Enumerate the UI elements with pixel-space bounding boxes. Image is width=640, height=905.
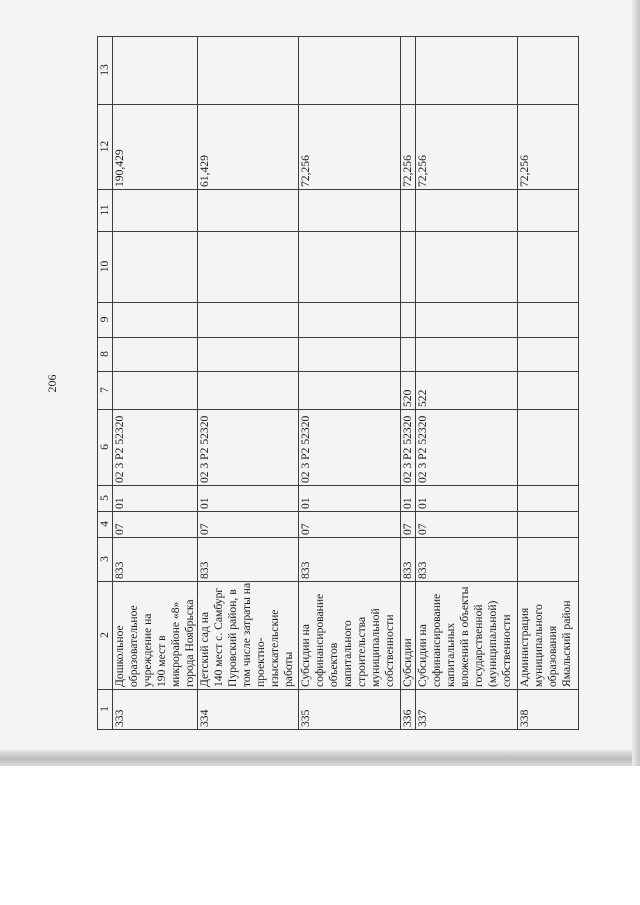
table-cell-col-11 [198,190,299,232]
table-cell-col-11 [518,190,579,232]
table-cell-col-13 [416,37,518,105]
table-cell-col-13 [518,37,579,105]
table-cell-col-13 [113,37,198,105]
header-row [98,37,113,730]
expense-type-cell [299,372,401,410]
department-code-cell: 833 [416,538,518,582]
name-cell: Субсидии на софинансирование объектов капитального строительства муниципальной собственности [299,582,401,690]
table-cell-col-10 [416,232,518,303]
table-cell-col-9 [416,303,518,338]
table-cell-col-13 [299,37,401,105]
subsection-code-cell: 01 [416,486,518,512]
row-number-cell: 335 [299,690,401,730]
target-article-cell: 02 3 Р2 52320 [416,410,518,486]
subsection-code-cell [518,486,579,512]
table-cell-col-11 [401,190,416,232]
scanner-edge-shadow-right [632,0,640,766]
amount-cell: 72,256 [416,105,518,190]
row-number-cell: 334 [198,690,299,730]
row-number-cell: 333 [113,690,198,730]
section-code-cell: 07 [299,512,401,538]
section-code-cell: 07 [198,512,299,538]
table-cell-col-9 [198,303,299,338]
target-article-cell: 02 3 Р2 52320 [198,410,299,486]
table-cell-col-10 [113,232,198,303]
row-number-cell: 337 [416,690,518,730]
department-code-cell: 833 [113,538,198,582]
department-code-cell [518,538,579,582]
table-cell-col-9 [518,303,579,338]
subsection-code-cell: 01 [299,486,401,512]
subsection-code-cell: 01 [198,486,299,512]
budget-table [97,36,579,730]
column-number-4: 4 [98,512,113,538]
column-number-1: 1 [98,690,113,730]
column-number-10: 10 [98,232,113,303]
name-cell: Детский сад на 140 мест с. Самбург Пуровский район, в том числе затраты на проектно- изыскательские работы [198,582,299,690]
page-number: 206 [45,374,59,393]
amount-cell: 72,256 [299,105,401,190]
expense-type-cell [518,372,579,410]
table-cell-col-11 [113,190,198,232]
amount-cell: 72,256 [518,105,579,190]
subsection-code-cell: 01 [113,486,198,512]
name-cell: Субсидии [401,582,416,690]
scanner-edge-shadow-bottom [0,750,640,766]
expense-type-cell [198,372,299,410]
table-cell-col-8 [416,338,518,372]
table-row [416,37,518,730]
expense-type-cell: 522 [416,372,518,410]
table-cell-col-8 [113,338,198,372]
table-row [299,37,401,730]
department-code-cell: 833 [198,538,299,582]
amount-cell: 61,429 [198,105,299,190]
table-cell-col-8 [198,338,299,372]
column-number-7: 7 [98,372,113,410]
department-code-cell: 833 [401,538,416,582]
row-number-cell: 338 [518,690,579,730]
section-code-cell: 07 [401,512,416,538]
section-code-cell [518,512,579,538]
name-cell: Субсидии на софинансирование капитальных вложений в объекты государственной (муниципальной) собственности [416,582,518,690]
amount-cell: 190,429 [113,105,198,190]
target-article-cell: 02 3 Р2 52320 [401,410,416,486]
column-number-9: 9 [98,303,113,338]
column-number-11: 11 [98,190,113,232]
department-code-cell: 833 [299,538,401,582]
column-number-6: 6 [98,410,113,486]
column-number-13: 13 [98,37,113,105]
table-cell-col-9 [401,303,416,338]
name-cell: Дошкольное образовательное учреждение на 190 мест в микрорайоне «8» города Ноябрьска [113,582,198,690]
table-row [518,37,579,730]
rotated-page-content [37,37,578,730]
column-number-8: 8 [98,338,113,372]
name-cell: Администрация муниципального образования Ямальский район [518,582,579,690]
table-row [113,37,198,730]
column-number-5: 5 [98,486,113,512]
column-number-12: 12 [98,105,113,190]
table-cell-col-8 [299,338,401,372]
column-number-3: 3 [98,538,113,582]
table-cell-col-10 [299,232,401,303]
table-row [401,37,416,730]
table-cell-col-8 [401,338,416,372]
table-cell-col-13 [198,37,299,105]
target-article-cell: 02 3 Р2 52320 [113,410,198,486]
amount-cell: 72,256 [401,105,416,190]
table-cell-col-9 [299,303,401,338]
subsection-code-cell: 01 [401,486,416,512]
row-number-cell: 336 [401,690,416,730]
target-article-cell: 02 3 Р2 52320 [299,410,401,486]
table-cell-col-10 [198,232,299,303]
budget-table-body [98,37,579,730]
section-code-cell: 07 [113,512,198,538]
table-cell-col-11 [416,190,518,232]
table-cell-col-13 [401,37,416,105]
section-code-cell: 07 [416,512,518,538]
table-cell-col-10 [401,232,416,303]
table-row [198,37,299,730]
table-cell-col-10 [518,232,579,303]
table-cell-col-9 [113,303,198,338]
table-cell-col-11 [299,190,401,232]
target-article-cell [518,410,579,486]
expense-type-cell [113,372,198,410]
expense-type-cell: 520 [401,372,416,410]
column-number-2: 2 [98,582,113,690]
table-cell-col-8 [518,338,579,372]
